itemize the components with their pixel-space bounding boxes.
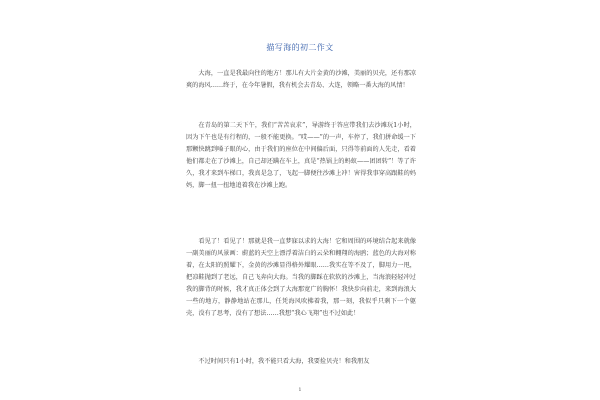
paragraph-2-text: 在青岛的第二天下午，我们“苦苦哀求”，导游终于答应带我们去沙滩玩1小时，因为下午也是有行程的，一般不能更换。“哎——”的一声，车停了，我们拼命缓一下那颗快跳到嗓子眼的心，由于我们的座位在中间偏后面，只得等前面的人先走，看着他们都走在了沙滩上，自己却还蹒在车上，真是“热锅上的蚂蚁——团团转”！等了许久，我才来到车梯口，我真是急了，飞起一脚便往沙滩上冲！害得我事穿高跟鞋的妈妈，脚一扭一扭地追着我在沙滩上跑。 xyxy=(186,122,416,189)
paragraph-3 xyxy=(186,236,416,320)
paragraph-4-text: 不过时间只有1小时，我不能只看大海，我要捡贝壳！和我朋友 xyxy=(198,358,370,365)
paragraph-1 xyxy=(186,68,416,92)
document-title: 描写海的初二作文 xyxy=(266,43,334,52)
paragraph-3-text: 看见了！看见了！那就是我一直梦寐以求的大海！它和周围的环境结合起来就像一副美丽的风景画：蔚蓝的天空上漂浮着洁白的云朵和翱翔的海鸥；蓝色的大海对称着，在太阳的照耀下，金黄的沙滩显得格外耀眼……我实在等不及了，脚用力一甩，把凉鞋抛到了老远，自己飞奔向大海。当我的脚踩在软软的沙滩上，当海浪轻轻冲过我的脚背的时候，我才真正体会到了大海那宽广的胸怀！我快步向前走，来到海浪大一些的地方，静静地站在那儿，任凭海风吹拂着我，那一刻，我似乎只剩下一个躯壳，没有了思考，没有了想法……我想“我心飞翔”也不过如此！ xyxy=(186,238,416,317)
page-number: 1 xyxy=(298,387,302,393)
paragraph-4 xyxy=(186,356,416,368)
paragraph-1-text: 大海，一直是我最向往的地方！那儿有大片金黄的沙滩，美丽的贝壳，还有那凉爽的海风……终于，在今年暑假，我有机会去青岛、大连，领略一番大海的风情！ xyxy=(186,70,416,89)
paragraph-2 xyxy=(186,120,416,192)
